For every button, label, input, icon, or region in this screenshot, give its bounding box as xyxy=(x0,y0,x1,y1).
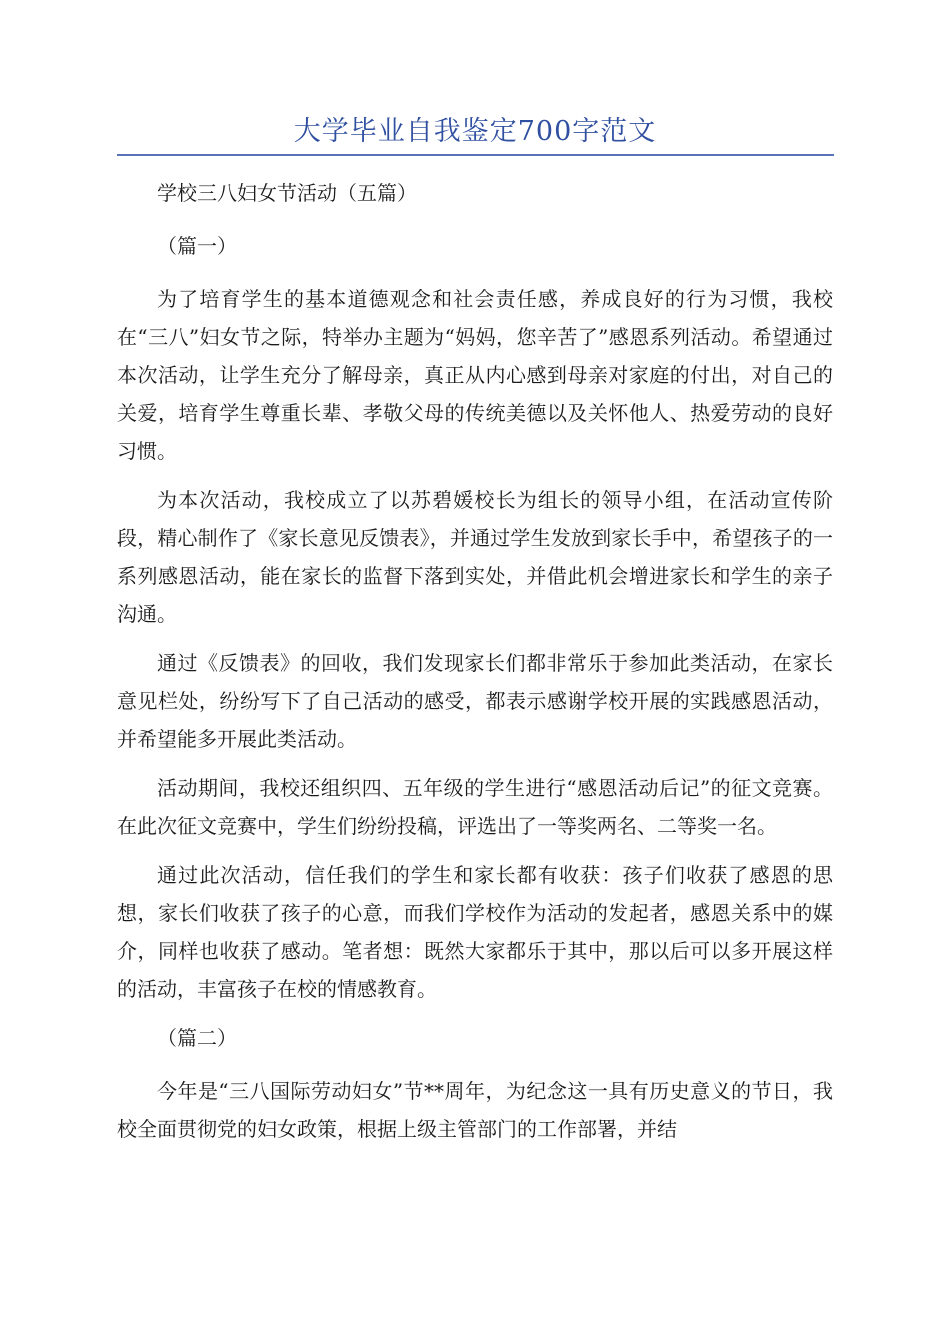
document-title: 大学毕业自我鉴定700字范文 xyxy=(293,116,657,147)
title-underline xyxy=(117,154,834,156)
paragraph: 活动期间，我校还组织四、五年级的学生进行“感恩活动后记”的征文竞赛。在此次征文竞赛中，学生们纷纷投稿，评选出了一等奖两名、二等奖一名。 xyxy=(117,776,833,838)
paragraph: 通过此次活动，信任我们的学生和家长都有收获：孩子们收获了感恩的思想，家长们收获了孩子的心意，而我们学校作为活动的发起者，感恩关系中的媒介，同样也收获了感动。笔者想：既然大家都乐于其中，那以后可以多开展这样的活动，丰富孩子在校的情感教育。 xyxy=(117,863,833,1001)
paragraph: 为了培育学生的基本道德观念和社会责任感，养成良好的行为习惯，我校在“三八”妇女节之际，特举办主题为“妈妈，您辛苦了”感恩系列活动。希望通过本次活动，让学生充分了解母亲，真正从内心感到母亲对家庭的付出，对自己的关爱，培育学生尊重长辈、孝敬父母的传统美德以及关怀他人、热爱劳动的良好习惯。 xyxy=(117,287,833,463)
paragraph: 为本次活动，我校成立了以苏碧媛校长为组长的领导小组，在活动宣传阶段，精心制作了《家长意见反馈表》，并通过学生发放到家长手中，希望孩子的一系列感恩活动，能在家长的监督下落到实处，并借此机会增进家长和学生的亲子沟通。 xyxy=(117,488,833,626)
paragraph: 通过《反馈表》的回收，我们发现家长们都非常乐于参加此类活动，在家长意见栏处，纷纷写下了自己活动的感受，都表示感谢学校开展的实践感恩活动，并希望能多开展此类活动。 xyxy=(117,651,833,751)
section-heading: 学校三八妇女节活动（五篇） xyxy=(157,181,417,205)
paragraph: 今年是“三八国际劳动妇女”节**周年，为纪念这一具有历史意义的节日，我校全面贯彻党的妇女政策，根据上级主管部门的工作部署，并结 xyxy=(117,1079,833,1141)
document-body xyxy=(117,174,833,1159)
part-label-one: （篇一） xyxy=(157,234,237,258)
part-label-two: （篇二） xyxy=(157,1026,237,1050)
